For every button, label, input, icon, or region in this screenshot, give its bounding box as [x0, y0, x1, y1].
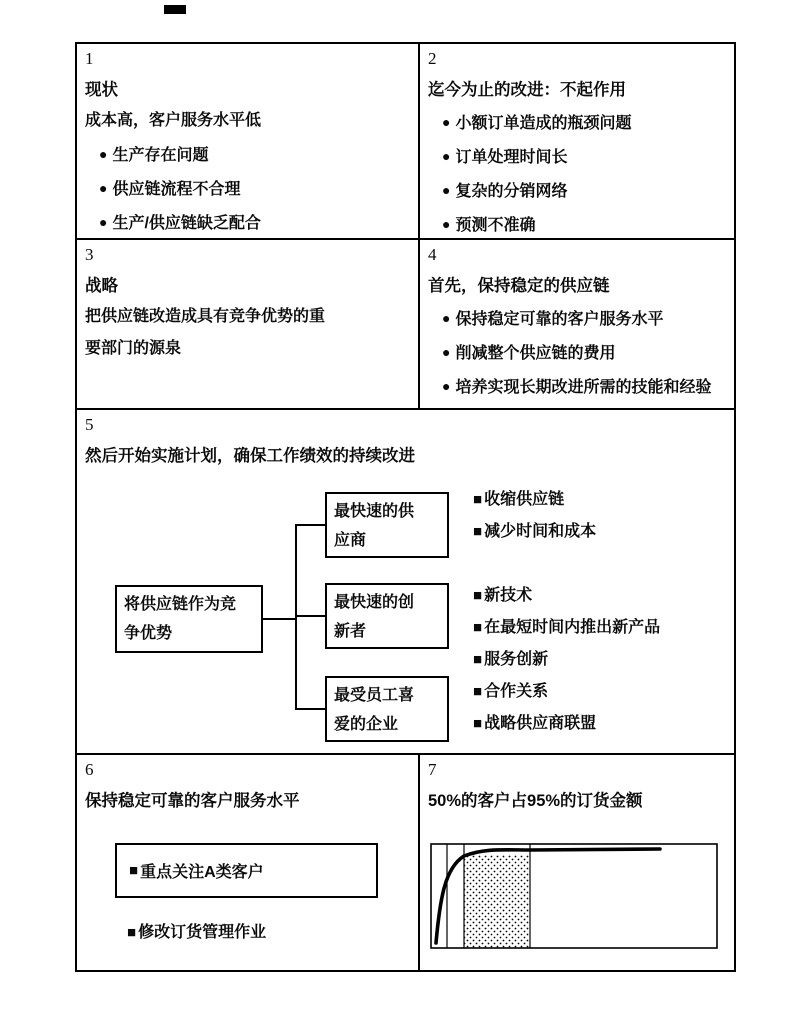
box-text-line: 最受员工喜	[334, 687, 415, 704]
item-text: 修改订货管理作业	[138, 924, 267, 941]
bullet-dot-icon: ●	[442, 344, 451, 360]
panel-heading: 战略	[85, 277, 118, 295]
boxed-item-text: 重点关注A类客户	[140, 864, 264, 881]
connector-line	[295, 524, 325, 526]
list-item	[442, 140, 734, 174]
bullet-dot-icon: ●	[442, 114, 451, 130]
bullet-dot-icon: ●	[442, 310, 451, 326]
body-text-line: 把供应链改造成具有竞争优势的重	[85, 308, 326, 325]
branch-item-list	[473, 580, 660, 676]
list-item	[473, 644, 660, 676]
order-management-item	[127, 917, 266, 949]
list-item-text: 复杂的分销网络	[455, 183, 568, 200]
list-item	[99, 138, 418, 172]
bullet-square-icon: ■	[127, 924, 137, 941]
bullet-dot-icon: ●	[442, 182, 451, 198]
competitive-advantage-box	[115, 585, 263, 653]
bullet-square-icon: ■	[473, 683, 483, 700]
panel-number: 1	[85, 49, 94, 68]
bullet-square-icon: ■	[473, 491, 483, 508]
list-item-text: 供应链流程不合理	[112, 181, 241, 198]
box-text-line: 爱的企业	[334, 716, 399, 733]
panel-number: 4	[428, 245, 437, 264]
list-item-text: 订单处理时间长	[455, 149, 568, 166]
box-text-line: 应商	[334, 532, 367, 549]
bullet-square-icon: ■	[473, 651, 483, 668]
panel-number: 7	[428, 760, 437, 779]
panel-3-strategy	[77, 240, 420, 410]
panel-5-implementation-plan	[77, 410, 734, 755]
list-item	[442, 208, 734, 242]
list-item-text: 预测不准确	[455, 217, 536, 234]
branch-item-list	[473, 484, 596, 548]
list-item	[442, 302, 734, 336]
box-text-line: 新者	[334, 623, 367, 640]
pareto-chart-svg	[430, 843, 718, 949]
list-item-text: 保持稳定可靠的客户服务水平	[455, 311, 664, 328]
panel-subheading: 成本高，客户服务水平低	[85, 112, 262, 129]
panel-heading: 然后开始实施计划，确保工作绩效的持续改进	[85, 447, 415, 465]
list-item	[473, 516, 596, 548]
list-item	[473, 676, 596, 708]
list-item	[442, 174, 734, 208]
list-item	[473, 484, 596, 516]
connector-line	[295, 524, 297, 710]
panel-2-improvements-so-far	[420, 44, 734, 240]
box-text-line: 争优势	[124, 625, 173, 642]
panel-7-pareto-chart	[420, 755, 734, 970]
bullet-square-icon: ■	[473, 587, 483, 604]
list-item	[442, 336, 734, 370]
list-item	[473, 708, 596, 740]
list-item-text: 削减整个供应链的费用	[455, 345, 616, 362]
list-item-text: 收缩供应链	[484, 491, 565, 508]
panel-number: 5	[85, 415, 94, 434]
fastest-supplier-box	[325, 492, 449, 558]
matrix-diagram	[75, 42, 736, 972]
panel-heading: 现状	[85, 81, 118, 99]
connector-line	[295, 615, 325, 617]
bullet-dot-icon: ●	[442, 148, 451, 164]
scan-artifact	[164, 5, 186, 14]
bullet-list	[420, 106, 734, 242]
panel-heading: 首先，保持稳定的供应链	[428, 277, 610, 295]
panel-1-current-state	[77, 44, 420, 240]
list-item-text: 新技术	[484, 587, 533, 604]
pareto-chart	[430, 843, 718, 949]
box-text-line: 最快速的创	[334, 594, 415, 611]
branch-item-list	[473, 676, 596, 740]
panel-6-customer-service	[77, 755, 420, 970]
panel-number: 6	[85, 760, 94, 779]
list-item	[473, 580, 660, 612]
bullet-dot-icon: ●	[99, 146, 108, 162]
list-item-text: 生产/供应链缺乏配合	[112, 215, 261, 232]
list-item-text: 在最短时间内推出新产品	[484, 619, 661, 636]
list-item	[442, 370, 734, 404]
strategy-tree-diagram	[77, 410, 734, 753]
list-item-text: 减少时间和成本	[484, 523, 597, 540]
body-text-line: 要部门的源泉	[85, 340, 182, 357]
panel-heading: 50%的客户占95%的订货金额	[428, 792, 643, 810]
connector-line	[295, 708, 325, 710]
list-item-text: 小额订单造成的瓶颈问题	[455, 115, 632, 132]
connector-line	[263, 618, 296, 620]
stippled-region	[464, 855, 530, 948]
bullet-dot-icon: ●	[99, 180, 108, 196]
bullet-square-icon: ■	[473, 715, 483, 732]
list-item-text: 战略供应商联盟	[484, 715, 597, 732]
panel-heading: 迄今为止的改进：不起作用	[428, 81, 626, 99]
bullet-dot-icon: ●	[442, 216, 451, 232]
panel-heading: 保持稳定可靠的客户服务水平	[85, 792, 300, 810]
box-text-line: 将供应链作为竞	[124, 596, 237, 613]
panel-4-stable-supply-chain-first	[420, 240, 734, 410]
fastest-innovator-box	[325, 583, 449, 649]
bullet-square-icon: ■	[473, 619, 483, 636]
list-item	[99, 206, 418, 240]
bullet-square-icon: ■	[129, 862, 139, 879]
list-item-text: 培养实现长期改进所需的技能和经验	[455, 379, 712, 396]
bullet-list	[420, 302, 734, 404]
favorite-employer-box	[325, 676, 449, 742]
bullet-dot-icon: ●	[442, 378, 451, 394]
box-text-line: 最快速的供	[334, 503, 415, 520]
list-item-text: 生产存在问题	[112, 147, 209, 164]
list-item	[442, 106, 734, 140]
list-item	[473, 612, 660, 644]
panel-number: 3	[85, 245, 94, 264]
list-item-text: 合作关系	[484, 683, 549, 700]
bullet-list	[77, 138, 418, 240]
list-item	[99, 172, 418, 206]
bullet-dot-icon: ●	[99, 214, 108, 230]
panel-number: 2	[428, 49, 437, 68]
focus-a-customers-box	[115, 843, 378, 898]
list-item-text: 服务创新	[484, 651, 549, 668]
bullet-square-icon: ■	[473, 523, 483, 540]
